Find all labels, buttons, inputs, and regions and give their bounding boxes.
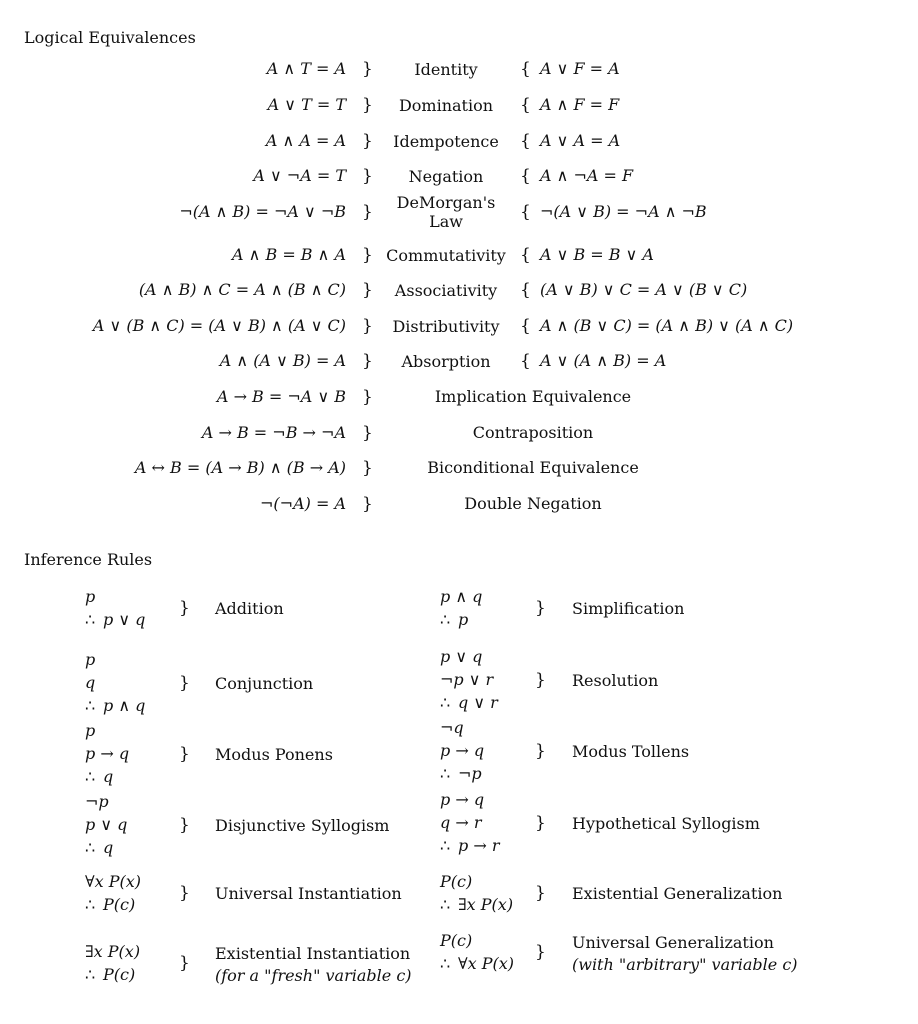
equivalence-left: A ∨ T = T bbox=[267, 95, 346, 114]
equivalence-left: ¬(¬A) = A bbox=[260, 494, 346, 513]
equivalence-left: A → B = ¬B → ¬A bbox=[201, 423, 346, 442]
premise: P(c) bbox=[440, 872, 473, 891]
right-brace: } bbox=[535, 669, 546, 690]
conclusion: P(c) bbox=[103, 965, 136, 984]
premise: ∀x P(x) bbox=[85, 872, 142, 891]
right-brace: } bbox=[362, 245, 373, 265]
left-brace: { bbox=[520, 95, 531, 115]
rule-name: Hypothetical Syllogism bbox=[572, 813, 760, 833]
right-brace: } bbox=[362, 316, 373, 336]
equivalence-row bbox=[0, 237, 918, 273]
equivalence-left: A ∧ B = B ∧ A bbox=[232, 245, 346, 264]
premise: ∃x P(x) bbox=[85, 942, 141, 961]
right-brace: } bbox=[362, 351, 373, 371]
rule-name: Addition bbox=[215, 599, 284, 618]
conclusion: p ∨ q bbox=[103, 610, 146, 629]
equivalence-row bbox=[0, 450, 918, 486]
therefore-symbol: ∴ bbox=[440, 610, 451, 629]
right-brace: } bbox=[179, 814, 190, 835]
therefore-symbol: ∴ bbox=[440, 895, 451, 914]
rule-name: Existential Generalization bbox=[572, 884, 783, 903]
conclusion: ∃x P(x) bbox=[458, 895, 514, 914]
conclusion: q bbox=[103, 767, 114, 786]
rule-name: Simplification bbox=[572, 599, 685, 618]
left-brace: { bbox=[520, 351, 531, 371]
right-brace: } bbox=[535, 883, 546, 903]
left-brace: { bbox=[520, 131, 531, 151]
equivalence-name: Biconditional Equivalence bbox=[427, 458, 639, 477]
right-brace: } bbox=[362, 95, 373, 115]
premise: ¬p bbox=[85, 792, 109, 811]
equivalence-row bbox=[0, 272, 918, 308]
premise: p → q bbox=[85, 744, 130, 763]
therefore-symbol: ∴ bbox=[440, 836, 451, 855]
rule-name: Modus Ponens bbox=[215, 744, 333, 764]
equivalence-name: Identity bbox=[414, 59, 478, 79]
conclusion: ∀x P(x) bbox=[458, 954, 515, 973]
equivalence-left: (A ∧ B) ∧ C = A ∧ (B ∧ C) bbox=[138, 280, 346, 299]
equivalence-row bbox=[0, 123, 918, 159]
equivalence-left: A ∨ (B ∧ C) = (A ∨ B) ∧ (A ∨ C) bbox=[92, 316, 346, 335]
rule-name: Universal Instantiation bbox=[215, 884, 402, 903]
inference-title: Inference Rules bbox=[24, 550, 153, 569]
equivalence-right: A ∧ ¬A = F bbox=[540, 166, 634, 185]
therefore-symbol: ∴ bbox=[440, 954, 451, 973]
right-brace: } bbox=[362, 202, 373, 222]
rule-name: Existential Instantiation bbox=[215, 944, 411, 963]
right-brace: } bbox=[362, 166, 373, 186]
conclusion: q bbox=[103, 838, 114, 857]
equivalence-name: Negation bbox=[408, 166, 484, 186]
equivalence-name: Absorption bbox=[401, 351, 491, 371]
premise: p bbox=[85, 650, 96, 669]
equivalence-row bbox=[0, 158, 918, 194]
therefore-symbol: ∴ bbox=[85, 838, 96, 857]
right-brace: } bbox=[179, 883, 190, 903]
equivalence-row bbox=[0, 194, 918, 230]
equivalence-name: Associativity bbox=[394, 280, 498, 300]
premise: p ∧ q bbox=[440, 587, 483, 606]
premise: p → q bbox=[440, 741, 485, 760]
right-brace: } bbox=[362, 280, 373, 300]
equivalence-row bbox=[0, 486, 918, 522]
equivalence-left: A ↔ B = (A → B) ∧ (B → A) bbox=[134, 458, 346, 477]
equivalence-left: A ∧ A = A bbox=[265, 131, 346, 150]
equivalence-left: A ∧ T = A bbox=[266, 59, 346, 78]
right-brace: } bbox=[362, 458, 373, 478]
left-brace: { bbox=[520, 166, 531, 186]
rule-name: Disjunctive Syllogism bbox=[215, 815, 390, 835]
rule-name: Resolution bbox=[572, 670, 659, 690]
left-brace: { bbox=[520, 316, 531, 336]
equivalence-row bbox=[0, 87, 918, 123]
equivalence-row bbox=[0, 308, 918, 344]
right-brace: } bbox=[362, 494, 373, 514]
right-brace: } bbox=[179, 598, 190, 618]
equivalence-name: DeMorgan's Law bbox=[396, 193, 496, 231]
right-brace: } bbox=[179, 672, 190, 693]
therefore-symbol: ∴ bbox=[85, 895, 96, 914]
therefore-symbol: ∴ bbox=[85, 767, 96, 786]
equivalence-right: (A ∨ B) ∨ C = A ∨ (B ∨ C) bbox=[540, 280, 748, 299]
right-brace: } bbox=[535, 942, 546, 962]
conclusion: p ∧ q bbox=[103, 696, 146, 715]
conclusion: p → r bbox=[458, 836, 500, 855]
right-brace: } bbox=[179, 953, 190, 973]
equivalence-right: A ∧ F = F bbox=[540, 95, 620, 114]
left-brace: { bbox=[520, 202, 531, 222]
conclusion: p bbox=[458, 610, 469, 629]
right-brace: } bbox=[362, 423, 373, 443]
right-brace: } bbox=[362, 131, 373, 151]
equivalence-right: A ∨ A = A bbox=[540, 131, 621, 150]
left-brace: { bbox=[520, 59, 531, 79]
equivalence-name: Double Negation bbox=[464, 494, 602, 513]
therefore-symbol: ∴ bbox=[440, 693, 451, 712]
premise: ¬p ∨ r bbox=[440, 670, 494, 689]
right-brace: } bbox=[535, 812, 546, 833]
rule-name: Universal Generalization bbox=[572, 933, 774, 952]
left-brace: { bbox=[520, 245, 531, 265]
rule-note: (for a "fresh" variable c) bbox=[215, 966, 412, 985]
equivalence-row bbox=[0, 379, 918, 415]
rule-name: Conjunction bbox=[215, 673, 314, 693]
premise: p bbox=[85, 587, 96, 606]
left-brace: { bbox=[520, 280, 531, 300]
premise: p ∨ q bbox=[85, 815, 128, 834]
rule-name: Modus Tollens bbox=[572, 741, 690, 761]
right-brace: } bbox=[362, 59, 373, 79]
equivalence-name: Domination bbox=[398, 95, 494, 115]
equivalence-name: Commutativity bbox=[386, 245, 506, 265]
equivalence-right: A ∨ B = B ∨ A bbox=[540, 245, 654, 264]
therefore-symbol: ∴ bbox=[85, 965, 96, 984]
therefore-symbol: ∴ bbox=[440, 764, 451, 783]
equivalences-title: Logical Equivalences bbox=[24, 28, 196, 47]
therefore-symbol: ∴ bbox=[85, 610, 96, 629]
premise: p bbox=[85, 721, 96, 740]
equivalence-name: Idempotence bbox=[393, 131, 499, 151]
premise: p → q bbox=[440, 790, 485, 809]
conclusion: q ∨ r bbox=[458, 693, 498, 712]
premise: ¬q bbox=[440, 718, 464, 737]
conclusion: ¬p bbox=[458, 764, 482, 783]
equivalence-row bbox=[0, 51, 918, 87]
therefore-symbol: ∴ bbox=[85, 696, 96, 715]
equivalence-row bbox=[0, 343, 918, 379]
premise: q → r bbox=[440, 813, 482, 832]
right-brace: } bbox=[535, 598, 546, 618]
right-brace: } bbox=[362, 387, 373, 407]
rule-note: (with "arbitrary" variable c) bbox=[572, 955, 798, 974]
conclusion: P(c) bbox=[103, 895, 136, 914]
equivalence-row bbox=[0, 415, 918, 451]
equivalence-right: A ∨ (A ∧ B) = A bbox=[540, 351, 667, 370]
equivalence-right: ¬(A ∨ B) = ¬A ∧ ¬B bbox=[540, 202, 707, 221]
equivalence-name: Contraposition bbox=[472, 423, 594, 442]
right-brace: } bbox=[535, 740, 546, 761]
equivalence-left: A ∨ ¬A = T bbox=[253, 166, 346, 185]
premise: p ∨ q bbox=[440, 647, 483, 666]
equivalence-right: A ∨ F = A bbox=[540, 59, 620, 78]
premise: q bbox=[85, 673, 96, 692]
equivalence-left: ¬(A ∧ B) = ¬A ∨ ¬B bbox=[179, 202, 346, 221]
equivalence-left: A ∧ (A ∨ B) = A bbox=[219, 351, 346, 370]
equivalence-right: A ∧ (B ∨ C) = (A ∧ B) ∨ (A ∧ C) bbox=[540, 316, 794, 335]
equivalence-left: A → B = ¬A ∨ B bbox=[216, 387, 346, 406]
right-brace: } bbox=[179, 743, 190, 764]
premise: P(c) bbox=[440, 931, 473, 950]
equivalence-name: Distributivity bbox=[392, 316, 500, 336]
equivalence-name: Implication Equivalence bbox=[434, 387, 632, 406]
